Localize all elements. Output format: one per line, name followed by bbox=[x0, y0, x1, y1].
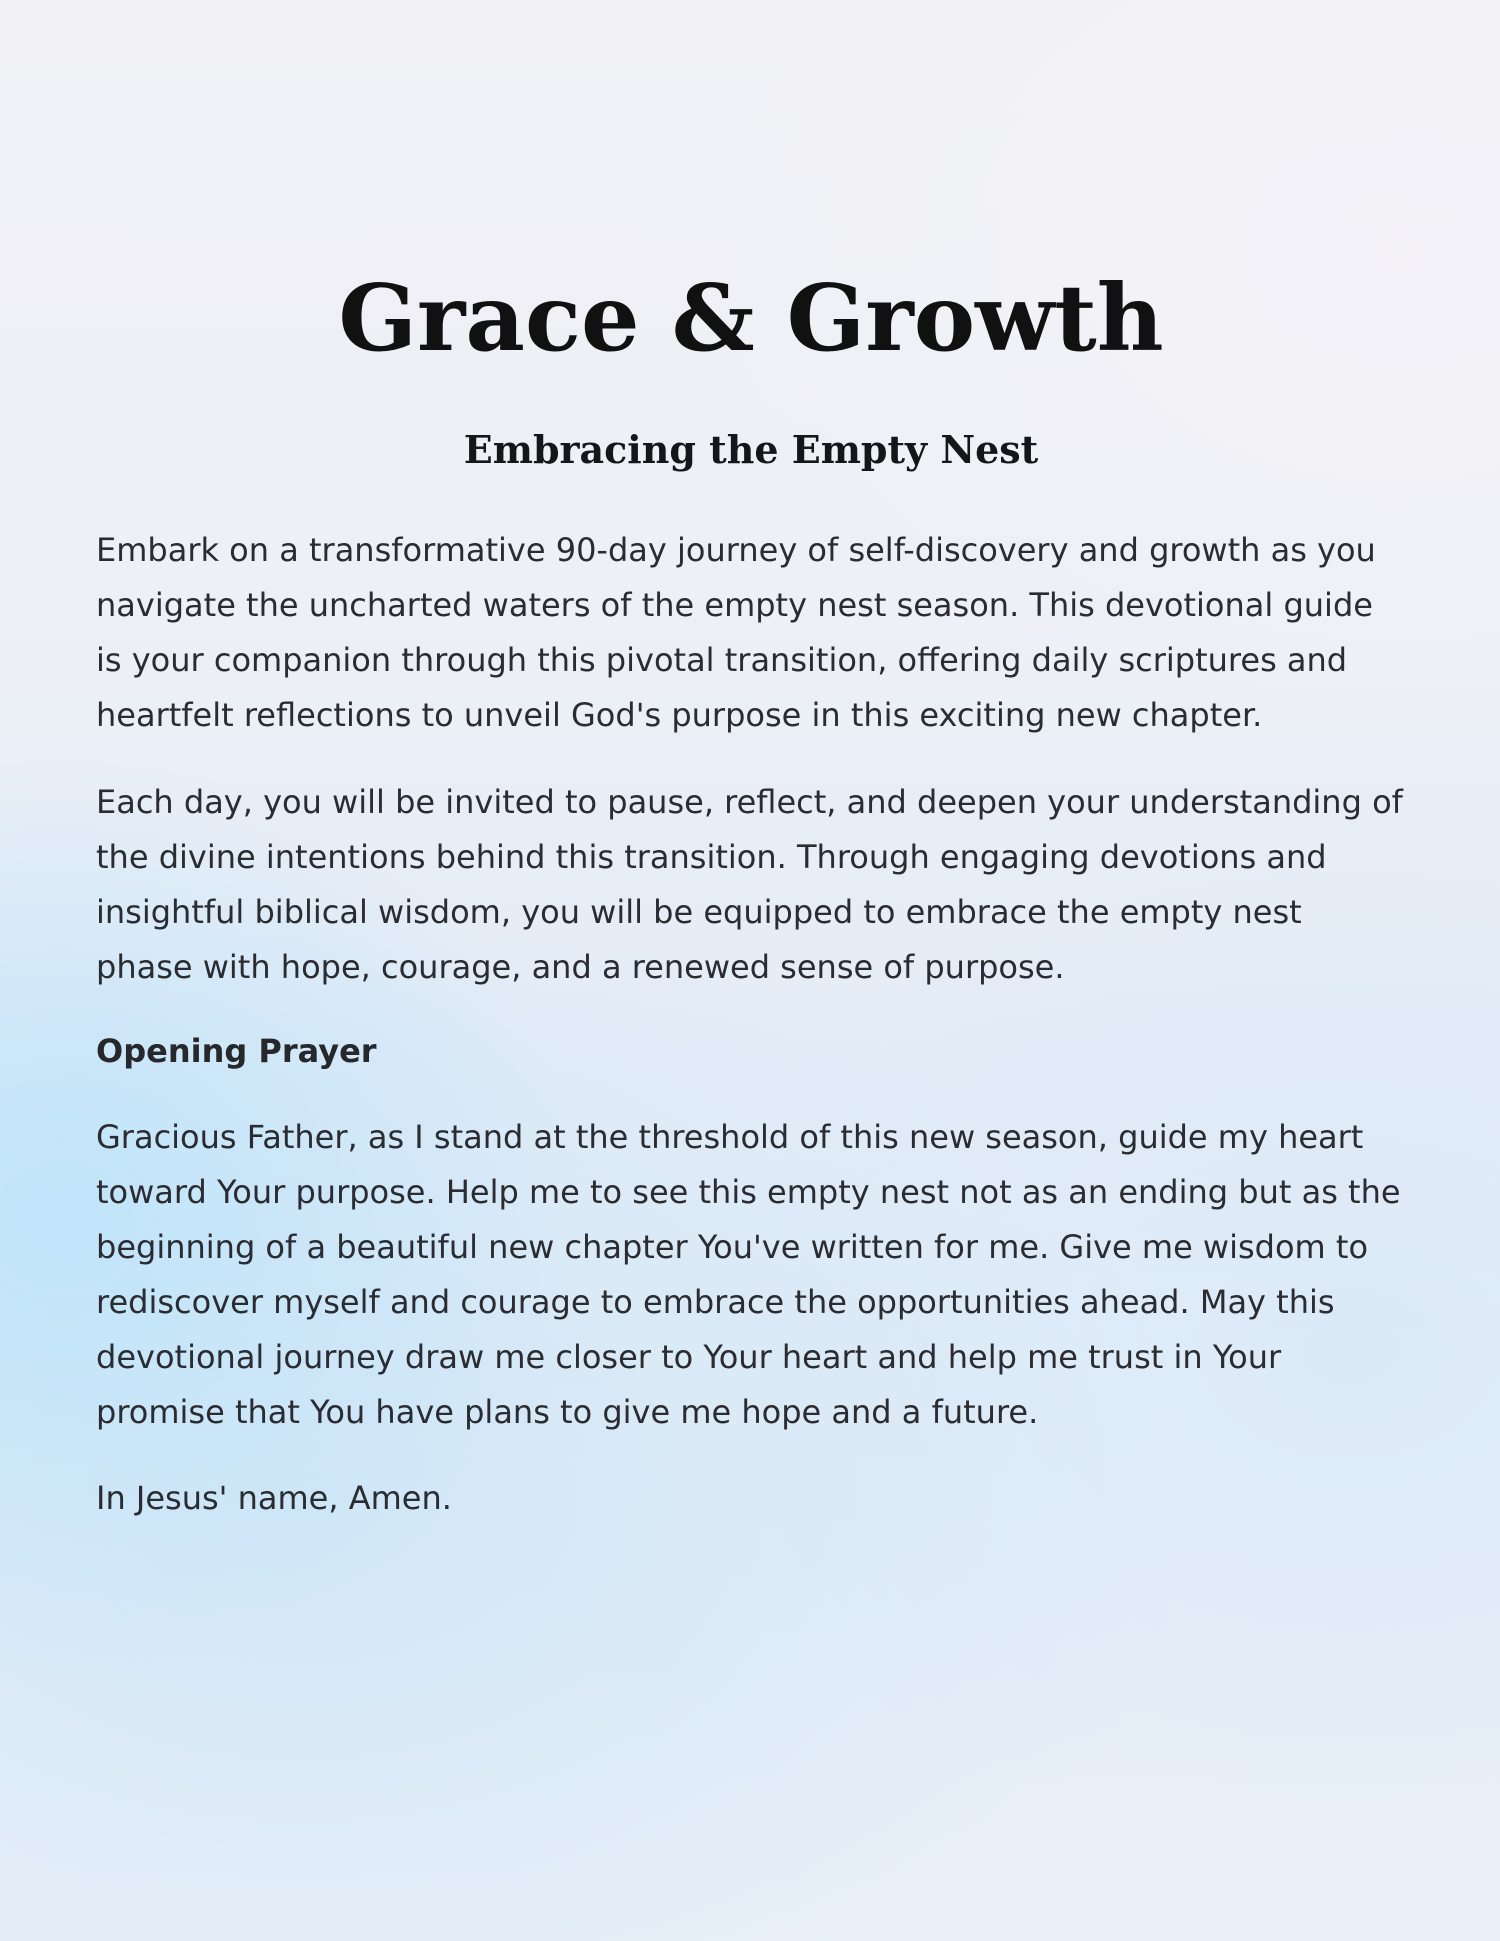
document-subtitle: Embracing the Empty Nest bbox=[463, 427, 1039, 472]
intro-paragraph-2: Each day, you will be invited to pause, reflect, and deepen your understanding of the divine intentions behind this transition. Through engaging devotions and insightful biblical wisdom, you will be equipped to embrace the empty nest phase with hope, courage, and a renewed sense of purpose. bbox=[96, 783, 1403, 986]
closing-line: In Jesus' name, Amen. bbox=[96, 1479, 452, 1517]
intro-paragraph-1: Embark on a transformative 90-day journey of self-discovery and growth as you navigate the uncharted waters of the empty nest season. This devotional guide is your companion through this pivotal transition, offering daily scriptures and heartfelt reflections to unveil God's purpose in this exciting new chapter. bbox=[96, 531, 1376, 734]
prayer-text: Gracious Father, as I stand at the threshold of this new season, guide my heart toward Your purpose. Help me to see this empty nest not as an ending but as the beginning of a beautiful new chapter You've written for me. Give me wisdom to rediscover myself and courage to embrace the opportunities ahead. May this devotional journey draw me closer to Your heart and help me trust in Your promise that You have plans to give me hope and a future. bbox=[96, 1118, 1401, 1431]
prayer-heading: Opening Prayer bbox=[96, 1032, 377, 1070]
document-title: Grace & Growth bbox=[338, 264, 1164, 372]
